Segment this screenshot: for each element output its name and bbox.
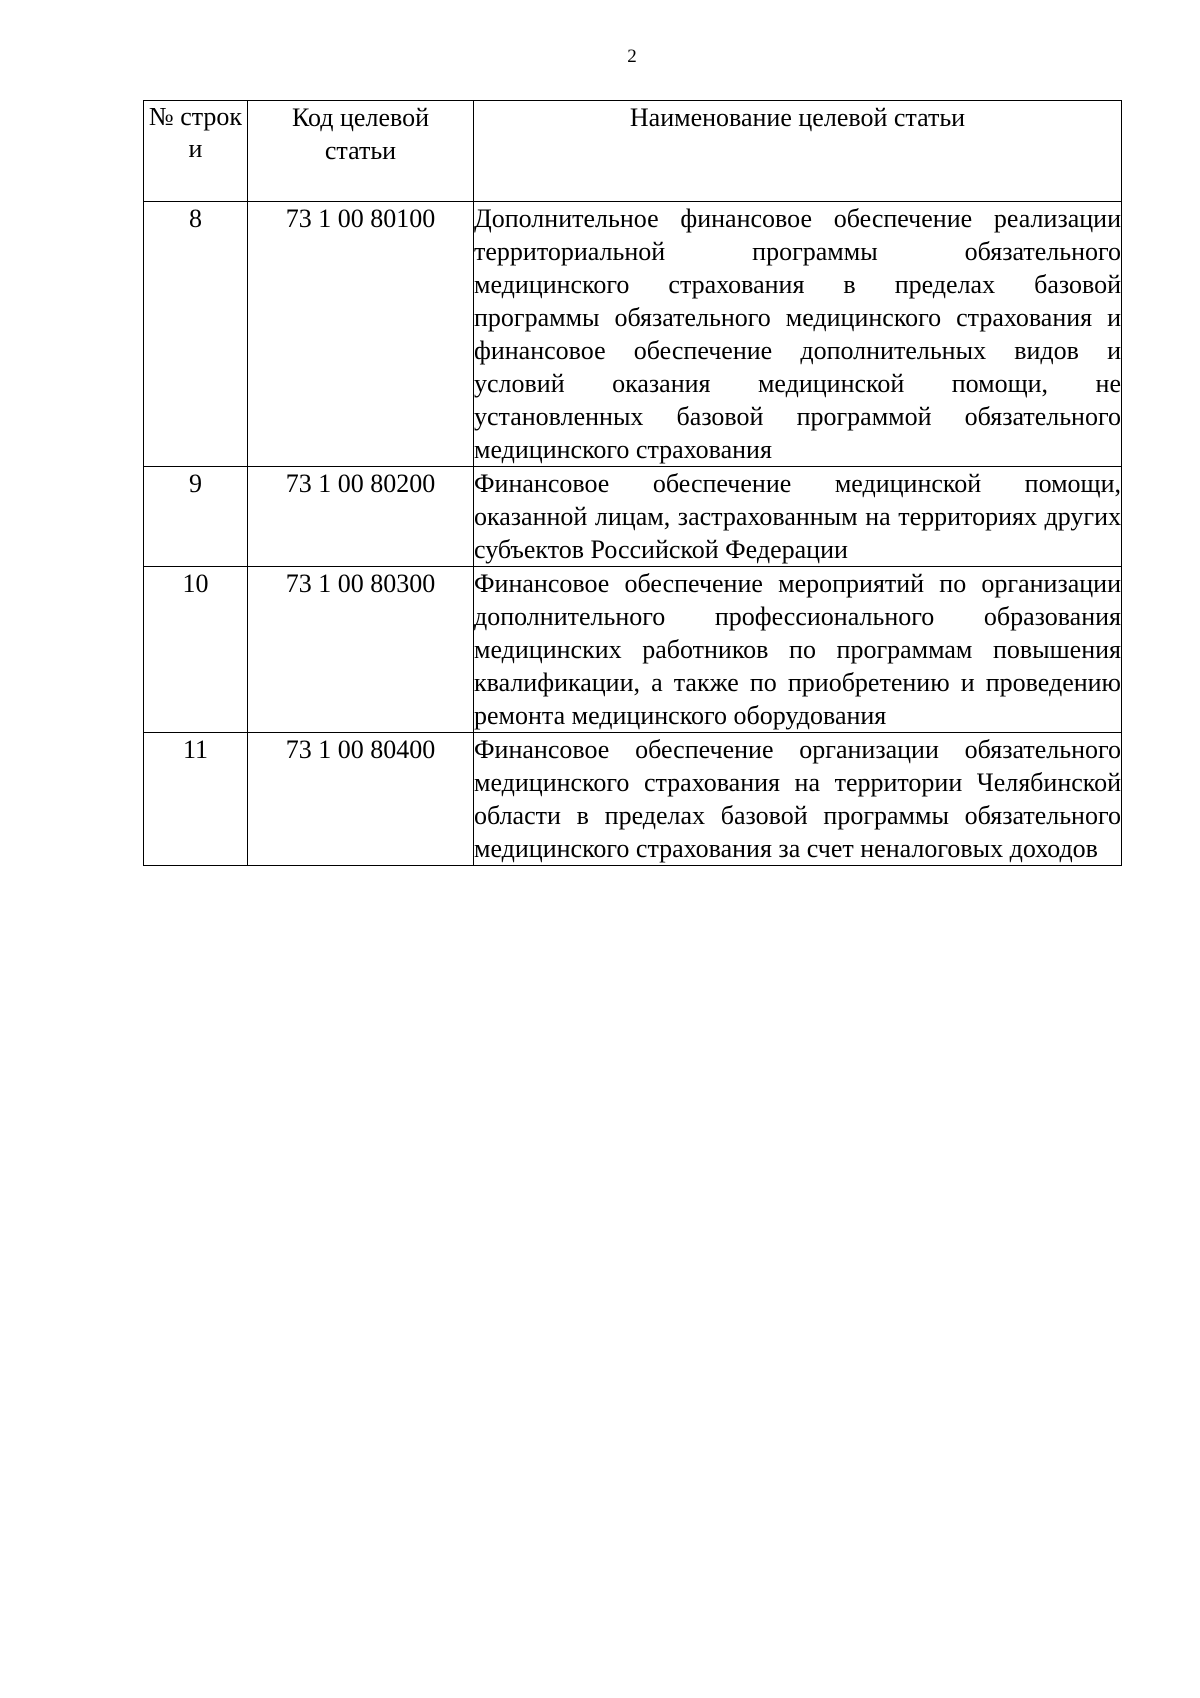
row-number-cell: 8 (144, 202, 248, 467)
row-number-cell: 9 (144, 467, 248, 567)
row-number-cell: 11 (144, 733, 248, 866)
code-cell: 73 1 00 80400 (248, 733, 474, 866)
header-code: Код целевой статьи (248, 101, 474, 202)
header-name: Наименование целевой статьи (474, 101, 1122, 202)
page-number: 2 (627, 46, 637, 67)
row-number-cell: 10 (144, 567, 248, 733)
name-cell: Финансовое обеспечение медицинской помощи, оказанной лицам, застрахованным на территориях других субъектов Российской Федерации (474, 467, 1122, 567)
code-cell: 73 1 00 80300 (248, 567, 474, 733)
code-cell: 73 1 00 80100 (248, 202, 474, 467)
code-cell: 73 1 00 80200 (248, 467, 474, 567)
header-row-number: № строк и (144, 101, 248, 202)
table-row (144, 467, 1122, 567)
target-articles-table (143, 100, 1122, 866)
name-cell: Финансовое обеспечение мероприятий по организации дополнительного профессионального образования медицинских работников по программам повышения квалификации, а также по приобретению и проведению ремонта медицинского оборудования (474, 567, 1122, 733)
name-cell: Финансовое обеспечение организации обязательного медицинского страхования на территории Челябинской области в пределах базовой программы обязательного медицинского страхования за счет неналоговых доходов (474, 733, 1122, 866)
table-header-row (144, 101, 1122, 202)
name-cell: Дополнительное финансовое обеспечение реализации территориальной программы обязательного медицинского страхования в пределах базовой программы обязательного медицинского страхования и финансовое обеспечение дополнительных видов и условий оказания медицинской помощи, не установленных базовой программой обязательного медицинского страхования (474, 202, 1122, 467)
table-row (144, 567, 1122, 733)
table-row (144, 202, 1122, 467)
table-row (144, 733, 1122, 866)
